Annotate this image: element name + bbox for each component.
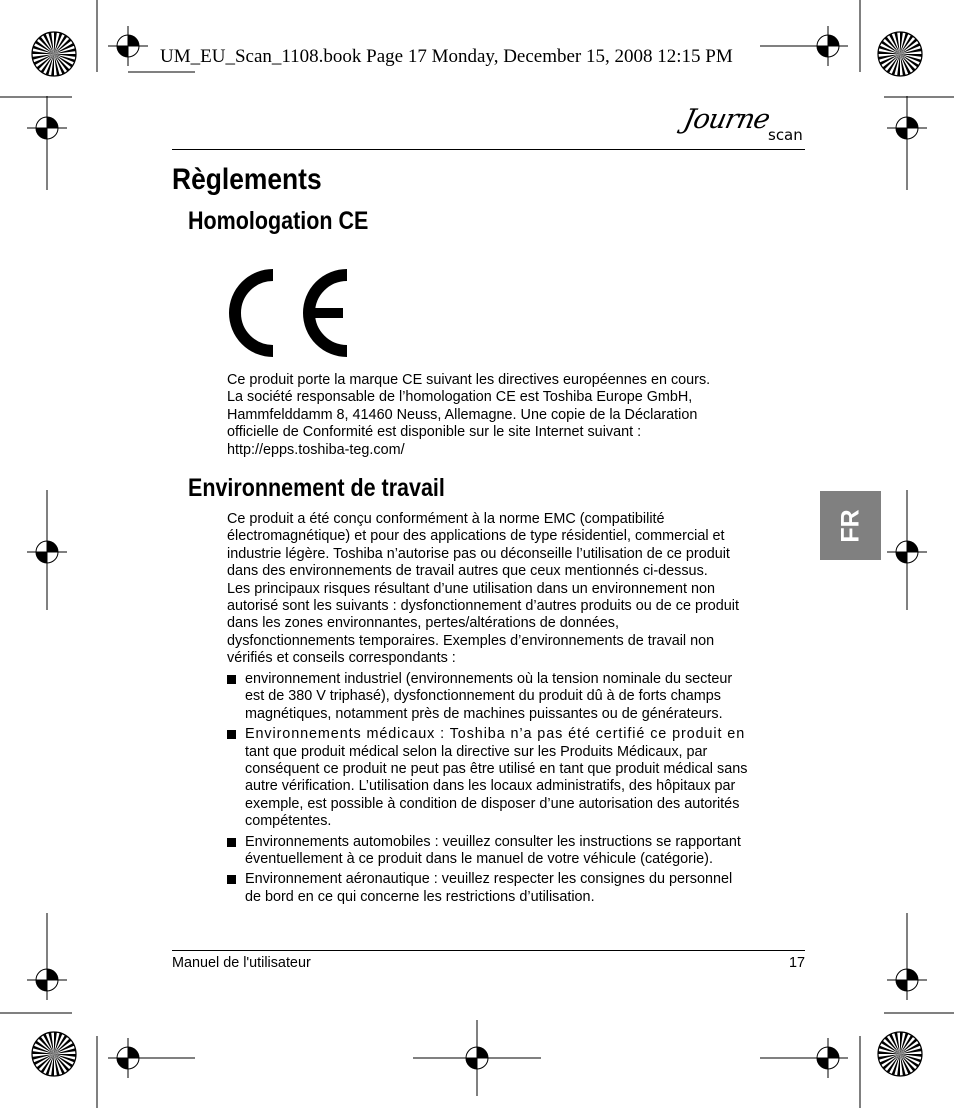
text-line: Ce produit a été conçu conformément à la norme EMC (compatibilité (227, 511, 665, 527)
declaration-url: http://epps.toshiba-teg.com/ (227, 441, 405, 458)
text-line: de bord en ce qui concerne les restrictions d’utilisation. (245, 888, 595, 905)
language-tab (820, 491, 881, 560)
text-line: autorisé sont les suivants : dysfonctionnement d’autres produits ou de ce produit (227, 598, 739, 615)
header-rule (172, 149, 805, 150)
environment-paragraph (227, 511, 807, 668)
list-item-medical (227, 726, 807, 830)
text-line: La société responsable de l’homologation CE est Toshiba Europe GmbH, (227, 389, 693, 406)
square-bullet-icon (227, 730, 236, 739)
print-header: UM_EU_Scan_1108.book Page 17 Monday, December 15, 2008 12:15 PM (160, 46, 733, 67)
square-bullet-icon (227, 675, 236, 684)
text-line: exemple, est possible à condition de disposer d’une autorisation des autorités (245, 795, 740, 812)
text-line: éventuellement à ce produit dans le manuel de votre véhicule (catégorie). (245, 851, 713, 868)
page-title: Règlements (172, 163, 322, 196)
text-line: Environnements automobiles : veuillez consulter les instructions se rapportant (245, 833, 741, 850)
list-item-aeronautic (227, 871, 807, 906)
text-line: magnétiques, notamment près de machines puissantes ou de générateurs. (245, 705, 723, 722)
footer-rule (172, 950, 805, 951)
list-item-industrial (227, 671, 807, 723)
text-line: Ce produit porte la marque CE suivant les directives européennes en cours. (227, 372, 711, 388)
environment-list (227, 671, 807, 909)
page-number: 17 (788, 955, 805, 971)
text-line: tant que produit médical selon la directive sur les Produits Médicaux, par (245, 743, 708, 760)
text-line: dysfonctionnements temporaires. Exemples d’environnements de travail non (227, 632, 715, 649)
ce-mark-icon (223, 266, 353, 360)
text-line: électromagnétique) et pour des applications de type résidentiel, commercial et (227, 528, 725, 545)
text-line: autre vérification. L’utilisation dans les locaux administratifs, des hôpitaux par (245, 778, 736, 795)
text-line: Hammfelddamm 8, 41460 Neuss, Allemagne. Une copie de la Déclaration (227, 406, 698, 423)
text-line: conséquent ce produit ne peut pas être utilisé en tant que produit médical sans (245, 761, 748, 778)
journe-scan-logo (680, 104, 808, 148)
text-line: est de 380 V triphasé), dysfonctionnement du produit dû à de forts champs (245, 688, 721, 705)
section-heading-environment: Environnement de travail (188, 474, 445, 502)
list-item-automotive (227, 834, 807, 869)
text-line: Les principaux risques résultant d’une utilisation dans un environnement non (227, 580, 715, 597)
text-line: vérifiés et conseils correspondants : (227, 650, 456, 667)
text-line: industrie légère. Toshiba n’autorise pas ou déconseille l’utilisation de ce produit (227, 545, 730, 562)
text-line: dans les zones environnantes, pertes/altérations de données, (227, 615, 620, 632)
logo-script: Journe (680, 104, 773, 135)
logo-product: scan (768, 126, 803, 144)
text-line: environnement industriel (environnements où la tension nominale du secteur (245, 671, 733, 687)
section-heading-ce: Homologation CE (188, 207, 369, 235)
square-bullet-icon (227, 875, 236, 884)
footer-title: Manuel de l'utilisateur (172, 955, 311, 971)
text-line: compétentes. (245, 813, 332, 830)
square-bullet-icon (227, 838, 236, 847)
text-line: officielle de Conformité est disponible sur le site Internet suivant : (227, 424, 642, 441)
language-tab-label: FR (836, 508, 864, 543)
text-line: Environnements médicaux : Toshiba n’a pas été certifié ce produit en (245, 726, 746, 743)
text-line: Environnement aéronautique : veuillez respecter les consignes du personnel (245, 871, 733, 888)
ce-paragraph (227, 372, 807, 459)
text-line: dans des environnements de travail autres que ceux mentionnés ci-dessus. (227, 563, 708, 580)
